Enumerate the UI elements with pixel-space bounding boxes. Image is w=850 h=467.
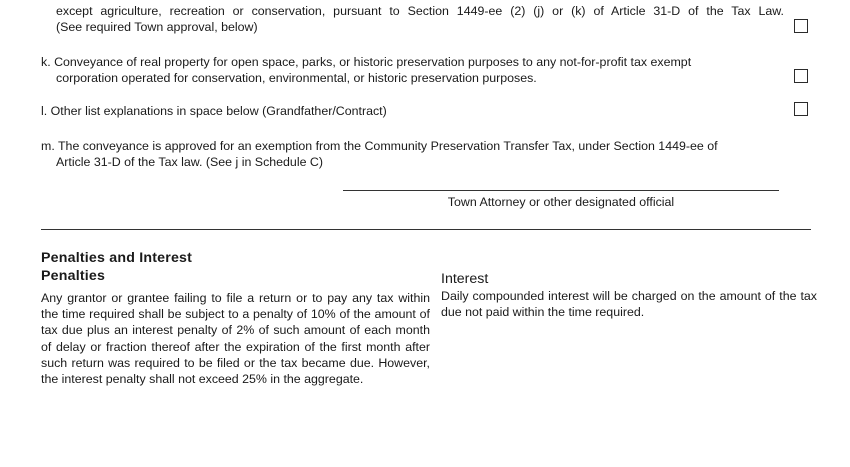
section-divider: [41, 229, 811, 230]
item-k-line2: corporation operated for conservation, environmental, or historic preservation purposes.: [56, 71, 537, 85]
item-l-checkbox[interactable]: [794, 102, 808, 116]
item-k-checkbox[interactable]: [794, 69, 808, 83]
interest-heading: Interest: [441, 271, 489, 287]
penalties-interest-heading: Penalties and Interest: [41, 250, 193, 266]
item-j-line1: except agriculture, recreation or conservation, pursuant to Section 1449-ee (2) (j) or (k) of Article 31-D of the Tax Law.: [56, 4, 784, 18]
signature-line[interactable]: [343, 190, 779, 191]
penalties-heading: Penalties: [41, 268, 106, 284]
item-l-line1: l. Other list explanations in space below (Grandfather/Contract): [41, 104, 387, 118]
item-k-line1: k. Conveyance of real property for open space, parks, or historic preservation purposes to any not-for-profit tax exempt: [41, 55, 692, 69]
item-j-line2: (See required Town approval, below): [56, 20, 258, 34]
penalties-text: Any grantor or grantee failing to file a return or to pay any tax within the time required shall be subject to a penalty of 10% of the amount of tax due plus an interest penalty of 2% of such amount of each month of delay or fraction thereof after the expiration of the first month after such return was required to be filed or the tax became due. However, the interest penalty shall not exceed 25% in the aggregate.: [41, 291, 430, 387]
interest-text: Daily compounded interest will be charged on the amount of the tax due not paid within the time required.: [441, 289, 817, 320]
item-j-checkbox[interactable]: [794, 19, 808, 33]
signature-label: Town Attorney or other designated official: [447, 195, 675, 209]
item-m-line2: Article 31-D of the Tax law. (See j in Schedule C): [56, 155, 323, 169]
item-m-line1: m. The conveyance is approved for an exemption from the Community Preservation Transfer Tax, under Section 1449-ee of: [41, 139, 718, 153]
